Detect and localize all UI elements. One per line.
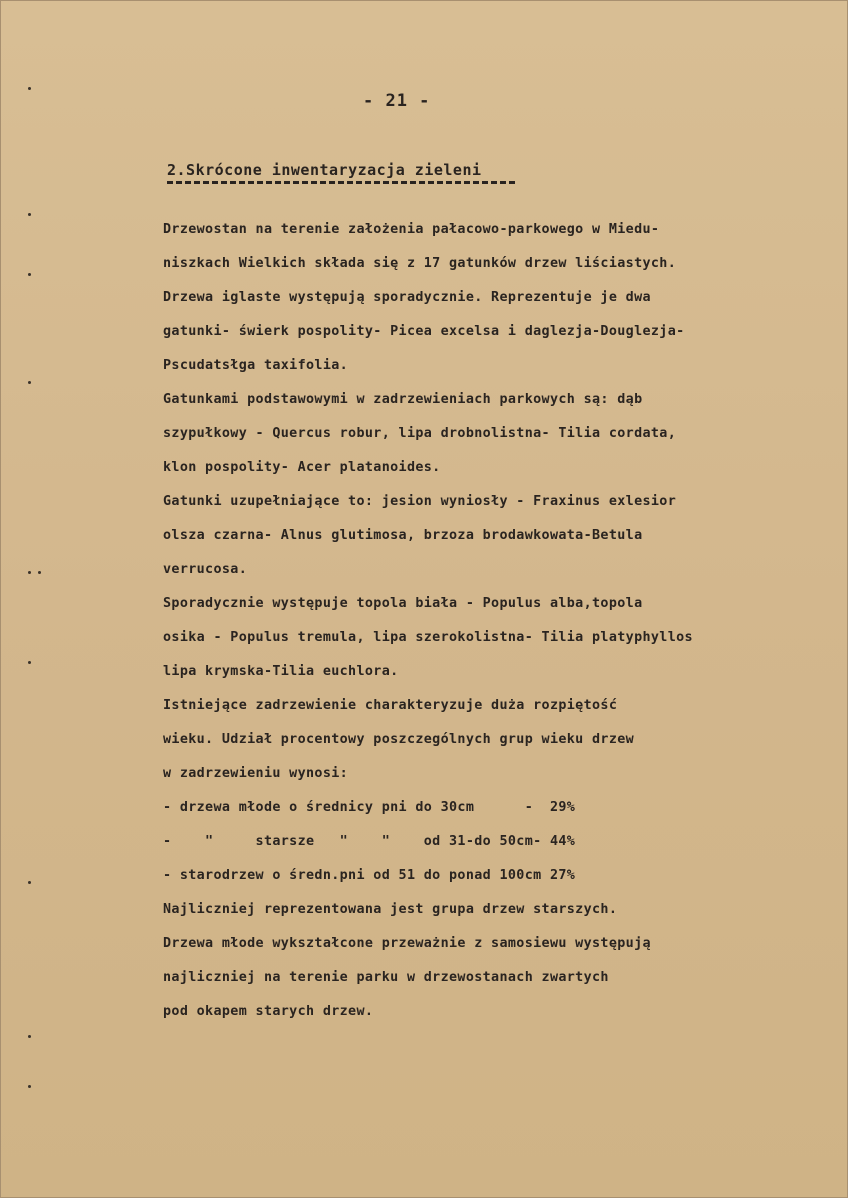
text-line: - " starsze " " od 31-do 50cm- 44%	[163, 834, 576, 849]
binding-hole-dot	[28, 273, 31, 276]
text-line: gatunki- świerk pospolity- Picea excelsa i daglezja-Douglezja-	[163, 324, 685, 339]
page-number: - 21 -	[363, 91, 431, 111]
binding-hole-dot	[28, 1085, 31, 1088]
binding-hole-dot	[38, 571, 41, 574]
text-line: olsza czarna- Alnus glutimosa, brzoza brodawkowata-Betula	[163, 528, 643, 543]
binding-hole-dot	[28, 381, 31, 384]
text-line: Pscudatsłga taxifolia.	[163, 358, 349, 373]
text-line: Drzewa iglaste występują sporadycznie. Reprezentuje je dwa	[163, 290, 651, 305]
text-line: Gatunki uzupełniające to: jesion wyniosły - Fraxinus exlesior	[163, 494, 677, 509]
text-line: - starodrzew o średn.pni od 51 do ponad 100cm 27%	[163, 868, 576, 883]
section-heading: 2.Skrócone inwentaryzacja zieleni	[167, 161, 482, 179]
text-line: lipa krymska-Tilia euchlora.	[163, 664, 399, 679]
binding-hole-dot	[28, 87, 31, 90]
text-line: niszkach Wielkich składa się z 17 gatunków drzew liściastych.	[163, 256, 677, 271]
text-line: pod okapem starych drzew.	[163, 1004, 374, 1019]
binding-hole-dot	[28, 881, 31, 884]
text-line: Drzewostan na terenie założenia pałacowo-parkowego w Miedu-	[163, 222, 660, 237]
text-line: wieku. Udział procentowy poszczególnych grup wieku drzew	[163, 732, 635, 747]
text-line: - drzewa młode o średnicy pni do 30cm - 29%	[163, 800, 576, 815]
text-line: Sporadycznie występuje topola biała - Populus alba,topola	[163, 596, 643, 611]
binding-hole-dot	[28, 661, 31, 664]
body-text	[163, 213, 843, 1029]
text-line: verrucosa.	[163, 562, 248, 577]
text-line: Najliczniej reprezentowana jest grupa drzew starszych.	[163, 902, 618, 917]
binding-hole-dot	[28, 1035, 31, 1038]
text-line: klon pospolity- Acer platanoides.	[163, 460, 441, 475]
text-line: osika - Populus tremula, lipa szerokolistna- Tilia platyphyllos	[163, 630, 693, 645]
heading-underline	[167, 181, 515, 184]
text-line: w zadrzewieniu wynosi:	[163, 766, 349, 781]
binding-hole-dot	[28, 571, 31, 574]
binding-hole-dot	[28, 213, 31, 216]
text-line: Gatunkami podstawowymi w zadrzewieniach parkowych są: dąb	[163, 392, 643, 407]
text-line: najliczniej na terenie parku w drzewostanach zwartych	[163, 970, 609, 985]
text-line: Drzewa młode wykształcone przeważnie z samosiewu występują	[163, 936, 651, 951]
text-line: szypułkowy - Quercus robur, lipa drobnolistna- Tilia cordata,	[163, 426, 677, 441]
text-line: Istniejące zadrzewienie charakteryzuje duża rozpiętość	[163, 698, 618, 713]
